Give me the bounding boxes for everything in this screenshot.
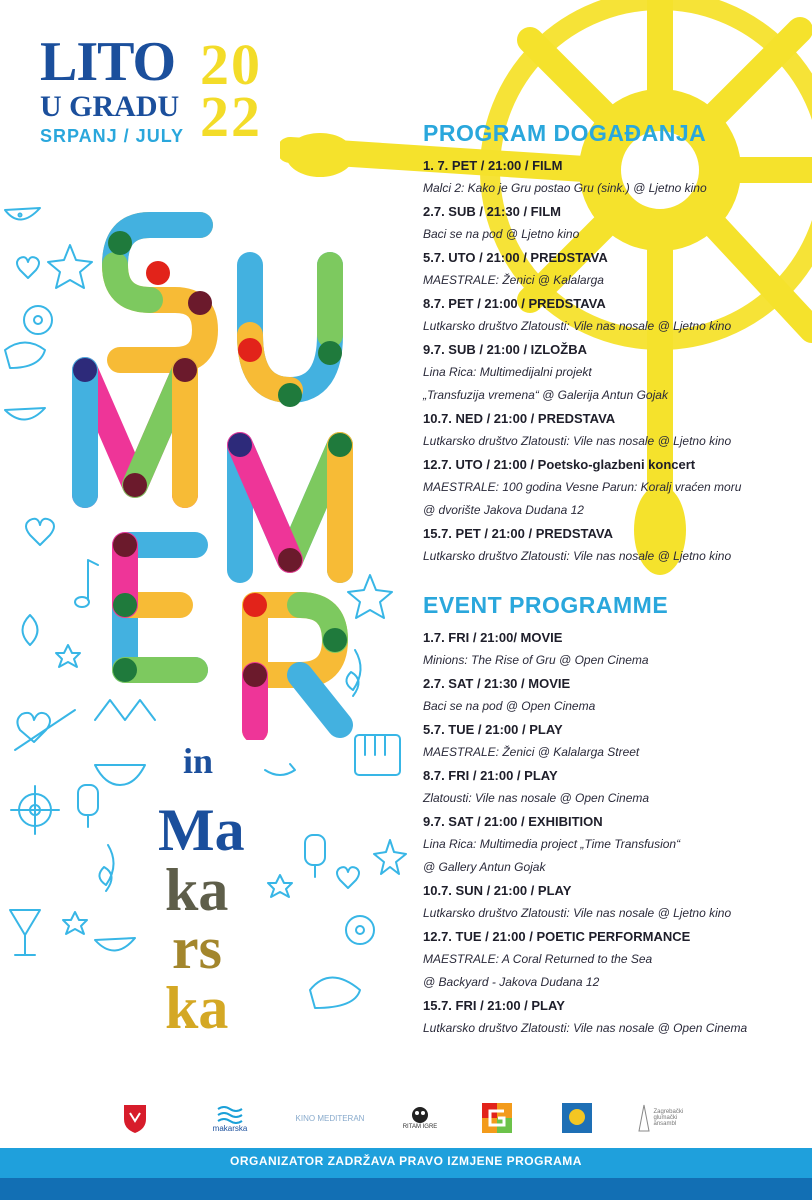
- event-description: @ dvorište Jakova Dudana 12: [423, 503, 584, 517]
- u-gradu-title: U GRADU: [40, 90, 180, 123]
- event-heading: 8.7. PET / 21:00 / PREDSTAVA: [423, 296, 606, 311]
- event-heading: 2.7. SAT / 21:30 / MOVIE: [423, 676, 571, 691]
- cocktail-icon: [10, 910, 40, 955]
- footer-band-dark: [0, 1178, 812, 1200]
- popsicle-icon: [305, 835, 325, 877]
- ritam-logo-text: RITAM IGRE: [402, 1124, 438, 1130]
- pear-icon: [23, 615, 38, 645]
- event-heading: 8.7. FRI / 21:00 / PLAY: [423, 768, 558, 783]
- watermelon-icon: [5, 408, 45, 420]
- watermelon-icon: [95, 938, 135, 951]
- footer-notice: ORGANIZATOR ZADRŽAVA PRAVO IZMJENE PROGRAMA: [230, 1154, 582, 1168]
- ship-wheel-icon: [11, 786, 59, 834]
- bikini-icon: [95, 700, 155, 785]
- event-heading: 12.7. UTO / 21:00 / Poetsko-glazbeni koncert: [423, 457, 696, 472]
- event-description: Lutkarsko društvo Zlatousti: Vile nas nosale @ Ljetno kino: [423, 319, 732, 333]
- makarska-logo: [210, 1100, 250, 1136]
- event-description: Lutkarsko društvo Zlatousti: Vile nas nosale @ Open Cinema: [423, 1021, 748, 1035]
- starfish-icon: [348, 575, 392, 618]
- coat-of-arms-logo: [120, 1100, 150, 1136]
- heart-icon: [17, 257, 39, 278]
- event-description: MAESTRALE: Ženici @ Kalalarga: [423, 273, 604, 287]
- cap-icon: [5, 343, 45, 369]
- music-note-icon: [75, 560, 98, 607]
- event-description: Lutkarsko društvo Zlatousti: Vile nas nosale @ Ljetno kino: [423, 434, 732, 448]
- event-description: MAESTRALE: Ženici @ Kalalarga Street: [423, 745, 640, 759]
- event-heading: 10.7. NED / 21:00 / PREDSTAVA: [423, 411, 616, 426]
- star-icon: [268, 875, 292, 897]
- in-label: in: [183, 741, 214, 781]
- program-hr-list: [423, 154, 803, 568]
- event-description: Lutkarsko društvo Zlatousti: Vile nas nosale @ Ljetno kino: [423, 906, 732, 920]
- event-heading: 1.7. FRI / 21:00/ MOVIE: [423, 630, 563, 645]
- event-description: MAESTRALE: A Coral Returned to the Sea: [423, 952, 653, 966]
- month-label: SRPANJ / JULY: [40, 126, 185, 146]
- piano-icon: [355, 735, 400, 775]
- event-heading: 15.7. PET / 21:00 / PREDSTAVA: [423, 526, 614, 541]
- event-description: @ Gallery Antun Gojak: [423, 860, 546, 874]
- event-description: Lina Rica: Multimedia project „Time Transfusion“: [423, 837, 681, 851]
- watermelon-icon: [5, 208, 40, 220]
- heart-icon: [26, 519, 54, 545]
- makarska-line-4: ka: [165, 975, 229, 1041]
- year-top: 20: [200, 32, 262, 97]
- event-description: @ Backyard - Jakova Dudana 12: [423, 975, 600, 989]
- star-icon: [56, 645, 80, 667]
- sponsor-logos: [110, 1100, 710, 1140]
- ritam-logo: [400, 1100, 440, 1136]
- makarska-logo-text: makarska: [212, 1123, 248, 1133]
- popsicle-icon: [78, 785, 98, 827]
- event-description: Minions: The Rise of Gru @ Open Cinema: [423, 653, 649, 667]
- program-hr-title: PROGRAM DOGAĐANJA: [423, 120, 707, 146]
- treble-clef-icon: [99, 845, 113, 891]
- event-description: Lina Rica: Multimedijalni projekt: [423, 365, 592, 379]
- zagrebacki-logo: [635, 1100, 695, 1136]
- star-icon: [63, 912, 87, 934]
- event-heading: 1. 7. PET / 21:00 / FILM: [423, 158, 563, 173]
- makarska-line-3: rs: [172, 915, 222, 981]
- makarska-line-1: Ma: [158, 797, 245, 863]
- summer-doodles-graphic: [0, 190, 410, 1090]
- arrow-heart-icon: [15, 710, 75, 750]
- event-description: Baci se na pod @ Ljetno kino: [423, 227, 580, 241]
- event-heading: 5.7. TUE / 21:00 / PLAY: [423, 722, 563, 737]
- treble-clef-icon: [346, 650, 360, 696]
- starfish-icon: [374, 840, 406, 874]
- program-en-title: EVENT PROGRAMME: [423, 592, 669, 618]
- event-heading: 12.7. TUE / 21:00 / POETIC PERFORMANCE: [423, 929, 691, 944]
- lito-title: LITO: [40, 31, 176, 93]
- record-icon: [24, 306, 52, 334]
- event-heading: 10.7. SUN / 21:00 / PLAY: [423, 883, 572, 898]
- event-description: Zlatousti: Vile nas nosale @ Open Cinema: [423, 791, 650, 805]
- kino-mediteran-text: KINO MEDITERAN: [295, 1113, 365, 1123]
- event-heading: 9.7. SUB / 21:00 / IZLOŽBA: [423, 342, 587, 357]
- kino-mediteran-logo: [290, 1100, 370, 1136]
- event-heading: 2.7. SUB / 21:30 / FILM: [423, 204, 561, 219]
- event-description: Lutkarsko društvo Zlatousti: Vile nas nosale @ Ljetno kino: [423, 549, 732, 563]
- event-description: „Transfuzija vremena“ @ Galerija Antun Gojak: [423, 388, 668, 402]
- makarska-line-2: ka: [165, 857, 229, 923]
- program-en-list: [423, 626, 803, 1040]
- zagrebacki-logo-text: Zagrebački glumački ansambl: [653, 1109, 684, 1127]
- event-description: Baci se na pod @ Open Cinema: [423, 699, 596, 713]
- cap-icon: [310, 978, 360, 1009]
- starfish-icon: [48, 245, 92, 288]
- event-description: MAESTRALE: 100 godina Vesne Parun: Koralj vraćen moru: [423, 480, 742, 494]
- year-bottom: 22: [200, 84, 262, 149]
- zlatousti-logo: [560, 1100, 594, 1136]
- event-heading: 5.7. UTO / 21:00 / PREDSTAVA: [423, 250, 608, 265]
- g-logo: [480, 1100, 514, 1136]
- record-icon: [346, 916, 374, 944]
- program-section: [423, 120, 803, 1040]
- event-heading: 9.7. SAT / 21:00 / EXHIBITION: [423, 814, 603, 829]
- event-heading: 15.7. FRI / 21:00 / PLAY: [423, 998, 565, 1013]
- arrow-icon: [265, 764, 295, 775]
- event-description: Malci 2: Kako je Gru postao Gru (sink.) @ Ljetno kino: [423, 181, 707, 195]
- heart-icon: [337, 867, 359, 888]
